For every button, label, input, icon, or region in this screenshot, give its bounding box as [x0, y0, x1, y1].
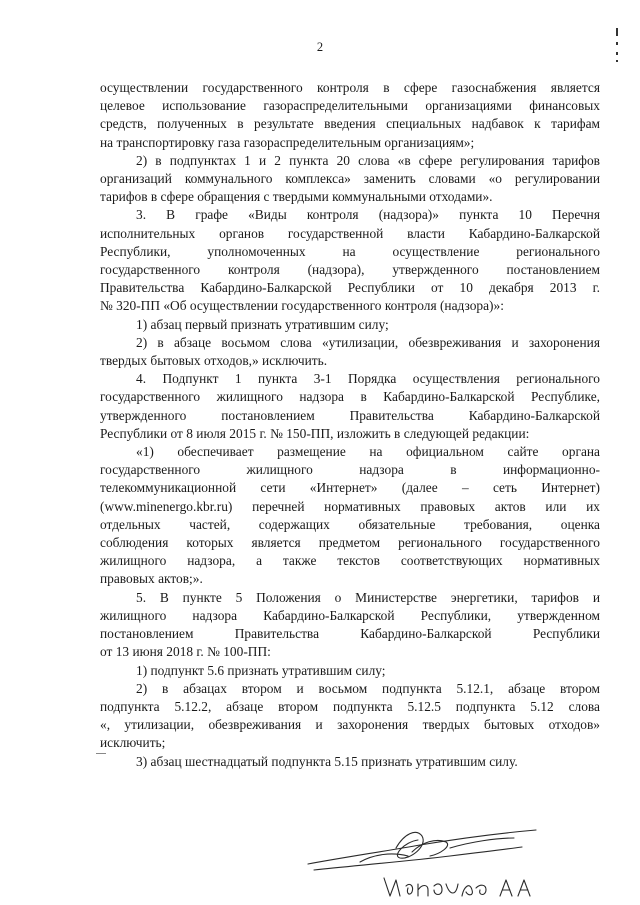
text-line: государственного жилищного надзора в информационно-	[100, 462, 600, 478]
text-line: 3. В графе «Виды контроля (надзора)» пункта 10 Перечня	[136, 207, 600, 223]
text-line: государственного контроля (надзора), утвержденного постановлением	[100, 262, 600, 278]
text-line: отдельных частей, содержащих обязательные требования, оценка	[100, 516, 600, 532]
text-line: Республики, уполномоченных на осуществление регионального	[100, 243, 600, 259]
text-line: исполнительных органов государственной власти Кабардино-Балкарской	[100, 225, 600, 241]
paragraph-3-item-2	[100, 334, 600, 370]
text-line: исключить;	[100, 735, 166, 751]
text-line: организаций коммунального комплекса» заменить словами «о регулировании	[100, 171, 600, 187]
margin-dash	[96, 753, 106, 754]
text-line: на транспортировку газа газораспределительным организациям»;	[100, 134, 475, 150]
handwritten-signature	[300, 812, 560, 905]
text-line: постановлением Правительства Кабардино-Балкарской Республики	[100, 626, 600, 642]
text-line: «1) обеспечивает размещение на официальном сайте органа	[136, 444, 600, 460]
text-line: подпункта 5.12.2, абзаце втором подпункта 5.12.5 подпункта 5.12 слова	[100, 698, 600, 714]
text-line: правовых актов;».	[100, 571, 203, 587]
text-line: жилищного надзора, а также текстов соответствующих нормативных	[100, 553, 600, 569]
text-line: утвержденного постановлением Правительства Кабардино-Балкарской	[100, 407, 600, 423]
paragraph-section-4-new-text	[100, 443, 600, 589]
text-line: 3) абзац шестнадцатый подпункта 5.15 признать утратившим силу.	[136, 753, 518, 769]
text-line: 4. Подпункт 1 пункта 3-1 Порядка осуществления регионального	[136, 371, 600, 387]
text-line: Республики от 8 июля 2015 г. № 150-ПП, изложить в следующей редакции:	[100, 425, 530, 441]
text-line: Правительства Кабардино-Балкарской Республики от 10 декабря 2013 г.	[100, 280, 600, 296]
page-number: 2	[316, 40, 324, 54]
paragraph-item-2-subpoints-20	[100, 152, 600, 207]
paragraph-5-item-1	[100, 662, 600, 680]
paragraph-section-5	[100, 589, 600, 662]
text-line: (www.minenergo.kbr.ru) перечней нормативных правовых актов или их	[100, 498, 600, 514]
text-line: телекоммуникационной сети «Интернет» (далее – сеть Интернет)	[100, 480, 600, 496]
text-line: средств, полученных в результате введения специальных надбавок к тарифам	[100, 116, 600, 132]
text-line: тарифов в сфере обращения с твердыми коммунальными отходами».	[100, 189, 493, 205]
text-line: осуществлении государственного контроля в сфере газоснабжения является	[100, 80, 600, 95]
text-line: твердых бытовых отходов,» исключить.	[100, 353, 328, 369]
text-line: 2) в абзацах втором и восьмом подпункта 5.12.1, абзаце втором	[136, 680, 600, 696]
text-line: 1) подпункт 5.6 признать утратившим силу;	[136, 662, 386, 678]
paragraph-continuation	[100, 79, 600, 152]
text-line: 1) абзац первый признать утратившим силу;	[136, 316, 389, 332]
text-line: целевое использование газораспределительными организациями финансовых	[100, 98, 600, 114]
text-line: 2) в абзаце восьмом слова «утилизации, обезвреживания и захоронения	[136, 334, 600, 350]
text-line: 5. В пункте 5 Положения о Министерстве энергетики, тарифов и	[136, 589, 600, 605]
text-line: соблюдения которых является предметом регионального государственного	[100, 535, 600, 551]
text-line: жилищного надзора Кабардино-Балкарской Республики, утвержденном	[100, 607, 600, 623]
document-body	[100, 79, 600, 771]
paragraph-5-item-2	[100, 680, 600, 753]
text-line: 2) в подпунктах 1 и 2 пункта 20 слова «в сфере регулирования тарифов	[136, 152, 600, 168]
text-line: «, утилизации, обезвреживания и захоронения твердых бытовых отходов»	[100, 717, 600, 733]
paragraph-section-3	[100, 206, 600, 315]
text-line: № 320-ПП «Об осуществлении государственного контроля (надзора)»:	[100, 298, 504, 314]
text-line: от 13 июня 2018 г. № 100-ПП:	[100, 644, 271, 660]
paragraph-5-item-3	[100, 753, 600, 771]
text-line: государственного жилищного надзора в Кабардино-Балкарской Республике,	[100, 389, 600, 405]
paragraph-3-item-1	[100, 316, 600, 334]
paragraph-section-4	[100, 370, 600, 443]
